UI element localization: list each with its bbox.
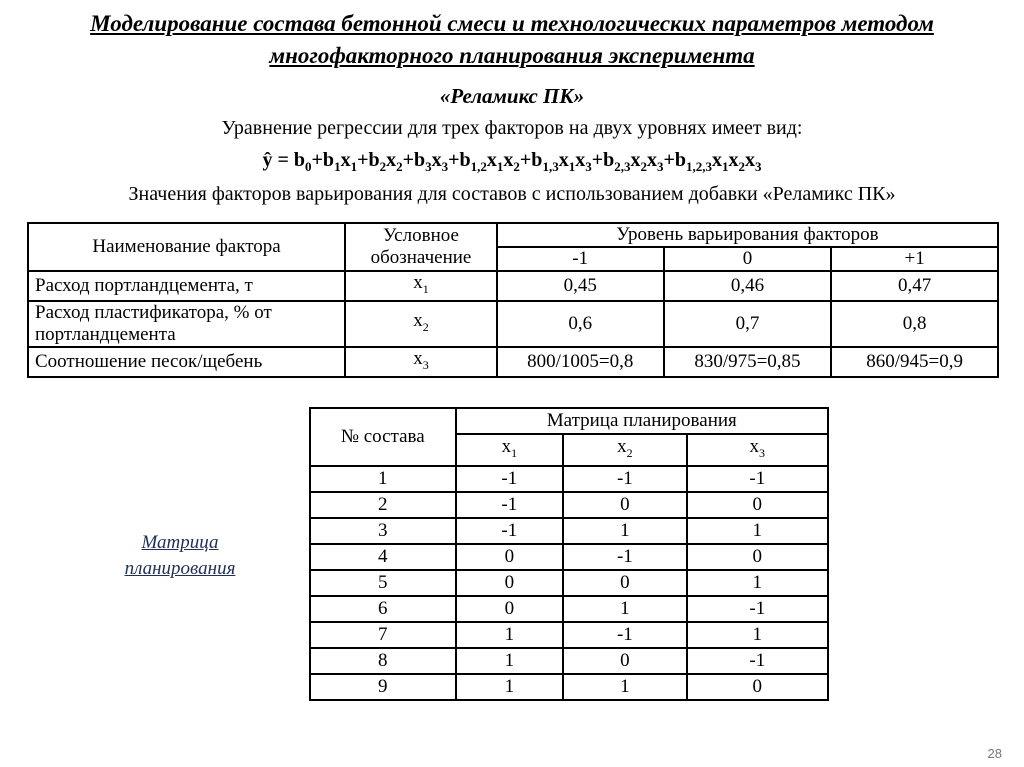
factor-name: Расход портландцемента, т <box>28 271 345 301</box>
planning-matrix-table <box>309 407 829 701</box>
regression-equation: ŷ = $b_0+b_1x_1+b_2x_2+b_3x_3+b_{1,2}x_1x_2+b_{1,3}x_1x_3+b_{2,3}x_2x_3+b_{1,2,3}x_1x_2x_3$ <box>262 149 762 174</box>
header-planning-matrix: Матрица планирования <box>456 408 828 434</box>
matrix-cell: 1 <box>563 596 686 622</box>
matrix-cell: -1 <box>687 596 828 622</box>
matrix-cell: -1 <box>456 466 564 492</box>
values-intro: Значения факторов варьирования для составов с использованием добавки «Реламикс ПК» <box>128 183 896 205</box>
factor-symbol: $x_3$ <box>345 347 497 377</box>
composition-number: 2 <box>310 492 456 518</box>
matrix-row <box>310 544 828 570</box>
factors-table <box>27 222 999 378</box>
matrix-cell: -1 <box>687 648 828 674</box>
composition-number: 7 <box>310 622 456 648</box>
header-levels: Уровень варьирования факторов <box>497 223 998 247</box>
matrix-cell: 0 <box>563 492 686 518</box>
slide-title <box>0 8 1024 72</box>
matrix-cell: 1 <box>687 622 828 648</box>
factor-value: 0,46 <box>664 271 832 301</box>
header-symbol: Условное обозначение <box>345 223 497 271</box>
matrix-cell: 0 <box>563 648 686 674</box>
additive-subtitle: «Реламикс ПК» <box>439 84 585 108</box>
matrix-cell: 0 <box>563 570 686 596</box>
matrix-row <box>310 648 828 674</box>
slide-title-line-1: Моделирование состава бетонной смеси и технологических параметров методом <box>90 11 934 36</box>
factor-name: Соотношение песок/щебень <box>28 347 345 377</box>
factor-row <box>28 271 998 301</box>
composition-number: 5 <box>310 570 456 596</box>
matrix-row <box>310 518 828 544</box>
matrix-cell: 1 <box>687 570 828 596</box>
matrix-cell: 0 <box>687 544 828 570</box>
matrix-cell: 0 <box>687 492 828 518</box>
matrix-cell: 1 <box>456 622 564 648</box>
matrix-row <box>310 466 828 492</box>
matrix-row <box>310 596 828 622</box>
composition-number: 1 <box>310 466 456 492</box>
factor-name: Расход пластификатора, % от портландцемента <box>28 301 345 347</box>
composition-number: 6 <box>310 596 456 622</box>
factor-value: 0,45 <box>497 271 664 301</box>
matrix-column-x1: $x_1$ <box>456 434 564 466</box>
matrix-cell: 1 <box>563 674 686 700</box>
matrix-cell: -1 <box>456 492 564 518</box>
matrix-cell: -1 <box>687 466 828 492</box>
header-composition-number: № состава <box>310 408 456 466</box>
matrix-row <box>310 622 828 648</box>
composition-number: 8 <box>310 648 456 674</box>
matrix-cell: 0 <box>456 544 564 570</box>
factor-value: 0,7 <box>664 301 832 347</box>
matrix-row <box>310 674 828 700</box>
level-label: 0 <box>664 247 832 271</box>
matrix-cell: 1 <box>563 518 686 544</box>
factor-row <box>28 301 998 347</box>
matrix-cell: 1 <box>456 674 564 700</box>
factor-value: 0,6 <box>497 301 664 347</box>
matrix-cell: -1 <box>563 466 686 492</box>
matrix-cell: -1 <box>456 518 564 544</box>
composition-number: 9 <box>310 674 456 700</box>
factor-symbol: $x_2$ <box>345 301 497 347</box>
matrix-cell: -1 <box>563 544 686 570</box>
matrix-row <box>310 492 828 518</box>
matrix-row <box>310 570 828 596</box>
matrix-cell: 1 <box>687 518 828 544</box>
level-label: -1 <box>497 247 664 271</box>
factor-symbol: $x_1$ <box>345 271 497 301</box>
slide-title-line-2: многофакторного планирования эксперимента <box>269 43 755 68</box>
factor-value: 800/1005=0,8 <box>497 347 664 377</box>
composition-number: 3 <box>310 518 456 544</box>
factor-value: 860/945=0,9 <box>831 347 998 377</box>
matrix-cell: 1 <box>456 648 564 674</box>
page-number: 28 <box>987 746 1002 761</box>
factor-value: 0,47 <box>831 271 998 301</box>
header-factor-name: Наименование фактора <box>28 223 345 271</box>
factor-row <box>28 347 998 377</box>
matrix-caption: Матрица планирования <box>124 532 236 579</box>
equation-intro: Уравнение регрессии для трех факторов на двух уровнях имеет вид: <box>221 117 803 139</box>
factor-value: 830/975=0,85 <box>664 347 832 377</box>
matrix-cell: 0 <box>687 674 828 700</box>
matrix-cell: 0 <box>456 596 564 622</box>
composition-number: 4 <box>310 544 456 570</box>
matrix-column-x3: $x_3$ <box>687 434 828 466</box>
matrix-cell: -1 <box>563 622 686 648</box>
level-label: +1 <box>831 247 998 271</box>
matrix-cell: 0 <box>456 570 564 596</box>
matrix-column-x2: $x_2$ <box>563 434 686 466</box>
factor-value: 0,8 <box>831 301 998 347</box>
